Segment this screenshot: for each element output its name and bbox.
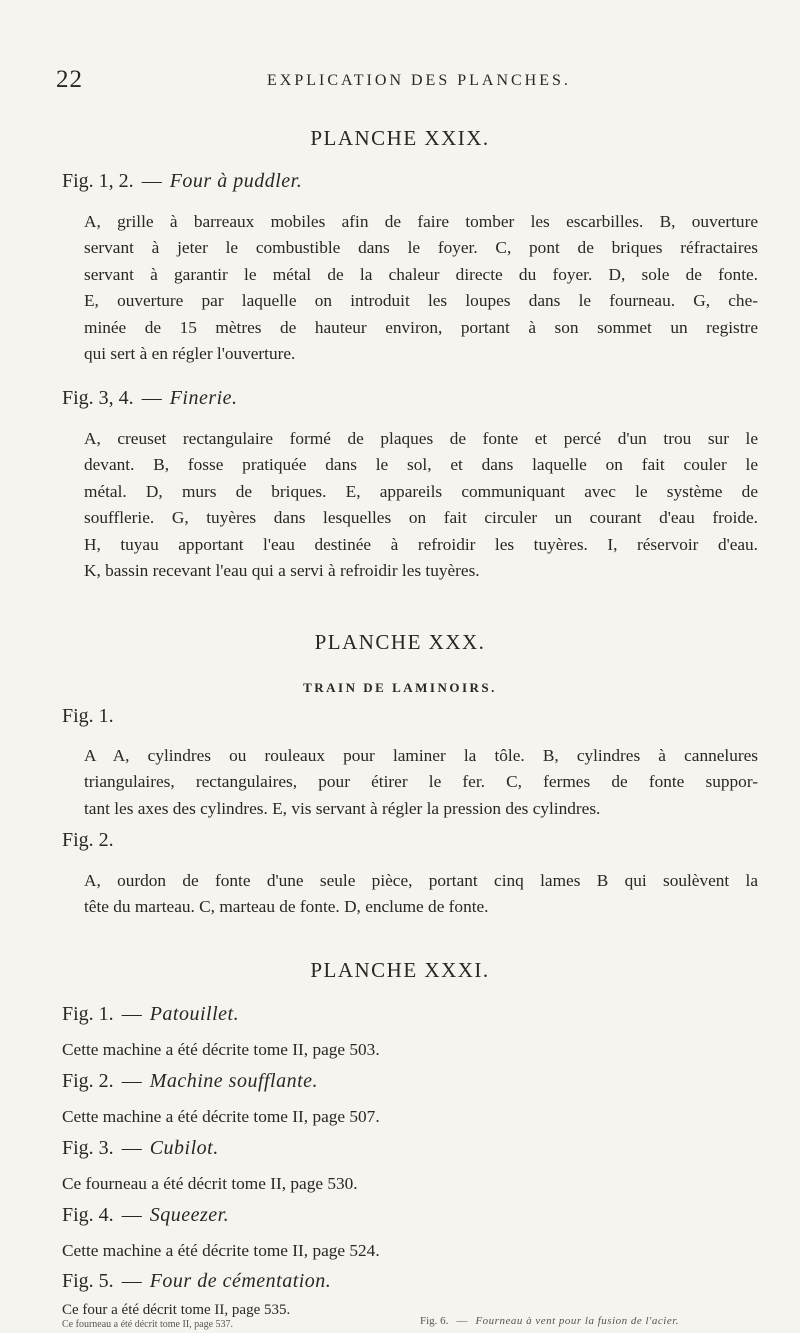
plate-31-fig-3-desc: Ce fourneau a été décrit tome II, page 530. — [62, 1174, 358, 1193]
fig-dash: — — [121, 1204, 142, 1226]
legend-line: K, bassin recevant l'eau qui a servi à refroidir les tuyères. — [84, 561, 480, 581]
fig-dash: — — [121, 1270, 142, 1292]
fig-label: Fig. 1. — [62, 1003, 114, 1025]
plate-29-fig-1-2-title — [62, 170, 302, 193]
plate-31-fig-2-title — [62, 1070, 318, 1093]
plate-31-fig-1-title — [62, 1003, 239, 1026]
fig-caption: Four de cémentation. — [149, 1270, 332, 1292]
legend-line: minée de 15 mètres de hauteur environ, portant à son sommet un registre — [84, 317, 758, 337]
plate-31-fig-6-desc: Ce fourneau a été décrit tome II, page 537. — [62, 1319, 234, 1330]
fig-label: Fig. 3. — [62, 1137, 114, 1159]
plate-31-fig-5-title — [62, 1270, 331, 1293]
plate-31-fig-4-desc: Cette machine a été décrite tome II, page 524. — [62, 1241, 380, 1260]
legend-line: triangulaires, rectangulaires, pour étirer le fer. C, fermes de fonte suppor- — [84, 772, 758, 792]
legend-line: A, grille à barreaux mobiles afin de faire tomber les escarbilles. B, ouverture — [84, 212, 758, 231]
plate-30-fig-1-title — [62, 705, 114, 728]
fig-label: Fig. 5. — [62, 1270, 114, 1292]
fig-dash: — — [456, 1315, 468, 1327]
plate-31-fig-3-title — [62, 1137, 219, 1160]
plate-31-heading: PLANCHE XXXI. — [310, 958, 490, 982]
plate-29-heading: PLANCHE XXIX. — [310, 126, 490, 150]
fig-label: Fig. 3, 4. — [62, 387, 134, 409]
legend-line: qui sert à en régler l'ouverture. — [84, 344, 296, 364]
legend-line: H, tuyau apportant l'eau destinée à refroidir les tuyères. I, réservoir d'eau. — [84, 534, 758, 554]
fig-label: Fig. 4. — [62, 1204, 114, 1226]
plate-30-fig-2-legend — [84, 868, 758, 921]
fig-dash: — — [121, 1003, 142, 1025]
legend-line: servant à jeter le combustible dans le foyer. C, pont de briques réfractaires — [84, 238, 758, 258]
plate-31-fig-4-title — [62, 1204, 229, 1227]
fig-label: Fig. 1, 2. — [62, 170, 134, 192]
legend-line: E, ouverture par laquelle on introduit les loupes dans le fourneau. G, che- — [84, 291, 758, 311]
page-number: 22 — [56, 66, 83, 93]
legend-line: A, creuset rectangulaire formé de plaques de fonte et percé d'un trou sur le — [84, 429, 758, 448]
legend-line: A, ourdon de fonte d'une seule pièce, portant cinq lames B qui soulèvent la — [84, 871, 758, 890]
running-title: EXPLICATION DES PLANCHES. — [267, 72, 571, 89]
plate-30-heading: PLANCHE XXX. — [314, 630, 486, 654]
legend-line: devant. B, fosse pratiquée dans le sol, et dans laquelle on fait couler le — [84, 455, 758, 475]
plate-31-fig-1-desc: Cette machine a été décrite tome II, page 503. — [62, 1040, 380, 1059]
plate-30-fig-2-title — [62, 829, 114, 852]
fig-dash: — — [141, 170, 162, 192]
plate-29-fig-1-2-legend — [84, 209, 758, 367]
fig-caption: Fourneau à vent pour la fusion de l'acier. — [475, 1315, 680, 1327]
legend-line: métal. D, murs de briques. E, appareils communiquant avec le système de — [84, 481, 758, 501]
fig-label: Fig. 2. — [62, 1070, 114, 1092]
fig-label: Fig. 1. — [62, 705, 114, 727]
fig-caption: Cubilot. — [149, 1137, 219, 1159]
running-header — [56, 66, 760, 106]
fig-dash: — — [141, 387, 162, 409]
fig-dash: — — [121, 1070, 142, 1092]
fig-caption: Squeezer. — [149, 1204, 230, 1226]
legend-line: soufflerie. G, tuyères dans lesquelles on fait circuler un courant d'eau froide. — [84, 508, 758, 528]
plate-31-fig-6-title — [420, 1315, 679, 1327]
legend-line: A A, cylindres ou rouleaux pour laminer la tôle. B, cylindres à cannelures — [84, 746, 758, 765]
fig-caption: Machine soufflante. — [149, 1070, 319, 1092]
plate-31-fig-2-desc: Cette machine a été décrite tome II, page 507. — [62, 1107, 380, 1126]
plate-30-subheading: TRAIN DE LAMINOIRS. — [303, 680, 497, 695]
fig-label: Fig. 2. — [62, 829, 114, 851]
fig-caption: Four à puddler. — [169, 170, 303, 192]
legend-line: tête du marteau. C, marteau de fonte. D, enclume de fonte. — [84, 897, 489, 917]
fig-caption: Finerie. — [169, 387, 238, 409]
fig-caption: Patouillet. — [149, 1003, 240, 1025]
plate-29-fig-3-4-title — [62, 387, 238, 410]
legend-line: servant à garantir le métal de la chaleur directe du foyer. D, sole de fonte. — [84, 264, 758, 284]
plate-31-fig-5-desc: Ce four a été décrit tome II, page 535. — [62, 1302, 291, 1318]
fig-label: Fig. 6. — [420, 1315, 449, 1327]
plate-29-fig-3-4-legend — [84, 426, 758, 584]
fig-dash: — — [121, 1137, 142, 1159]
legend-line: tant les axes des cylindres. E, vis servant à régler la pression des cylindres. — [84, 798, 601, 818]
plate-30-fig-1-legend — [84, 743, 758, 822]
